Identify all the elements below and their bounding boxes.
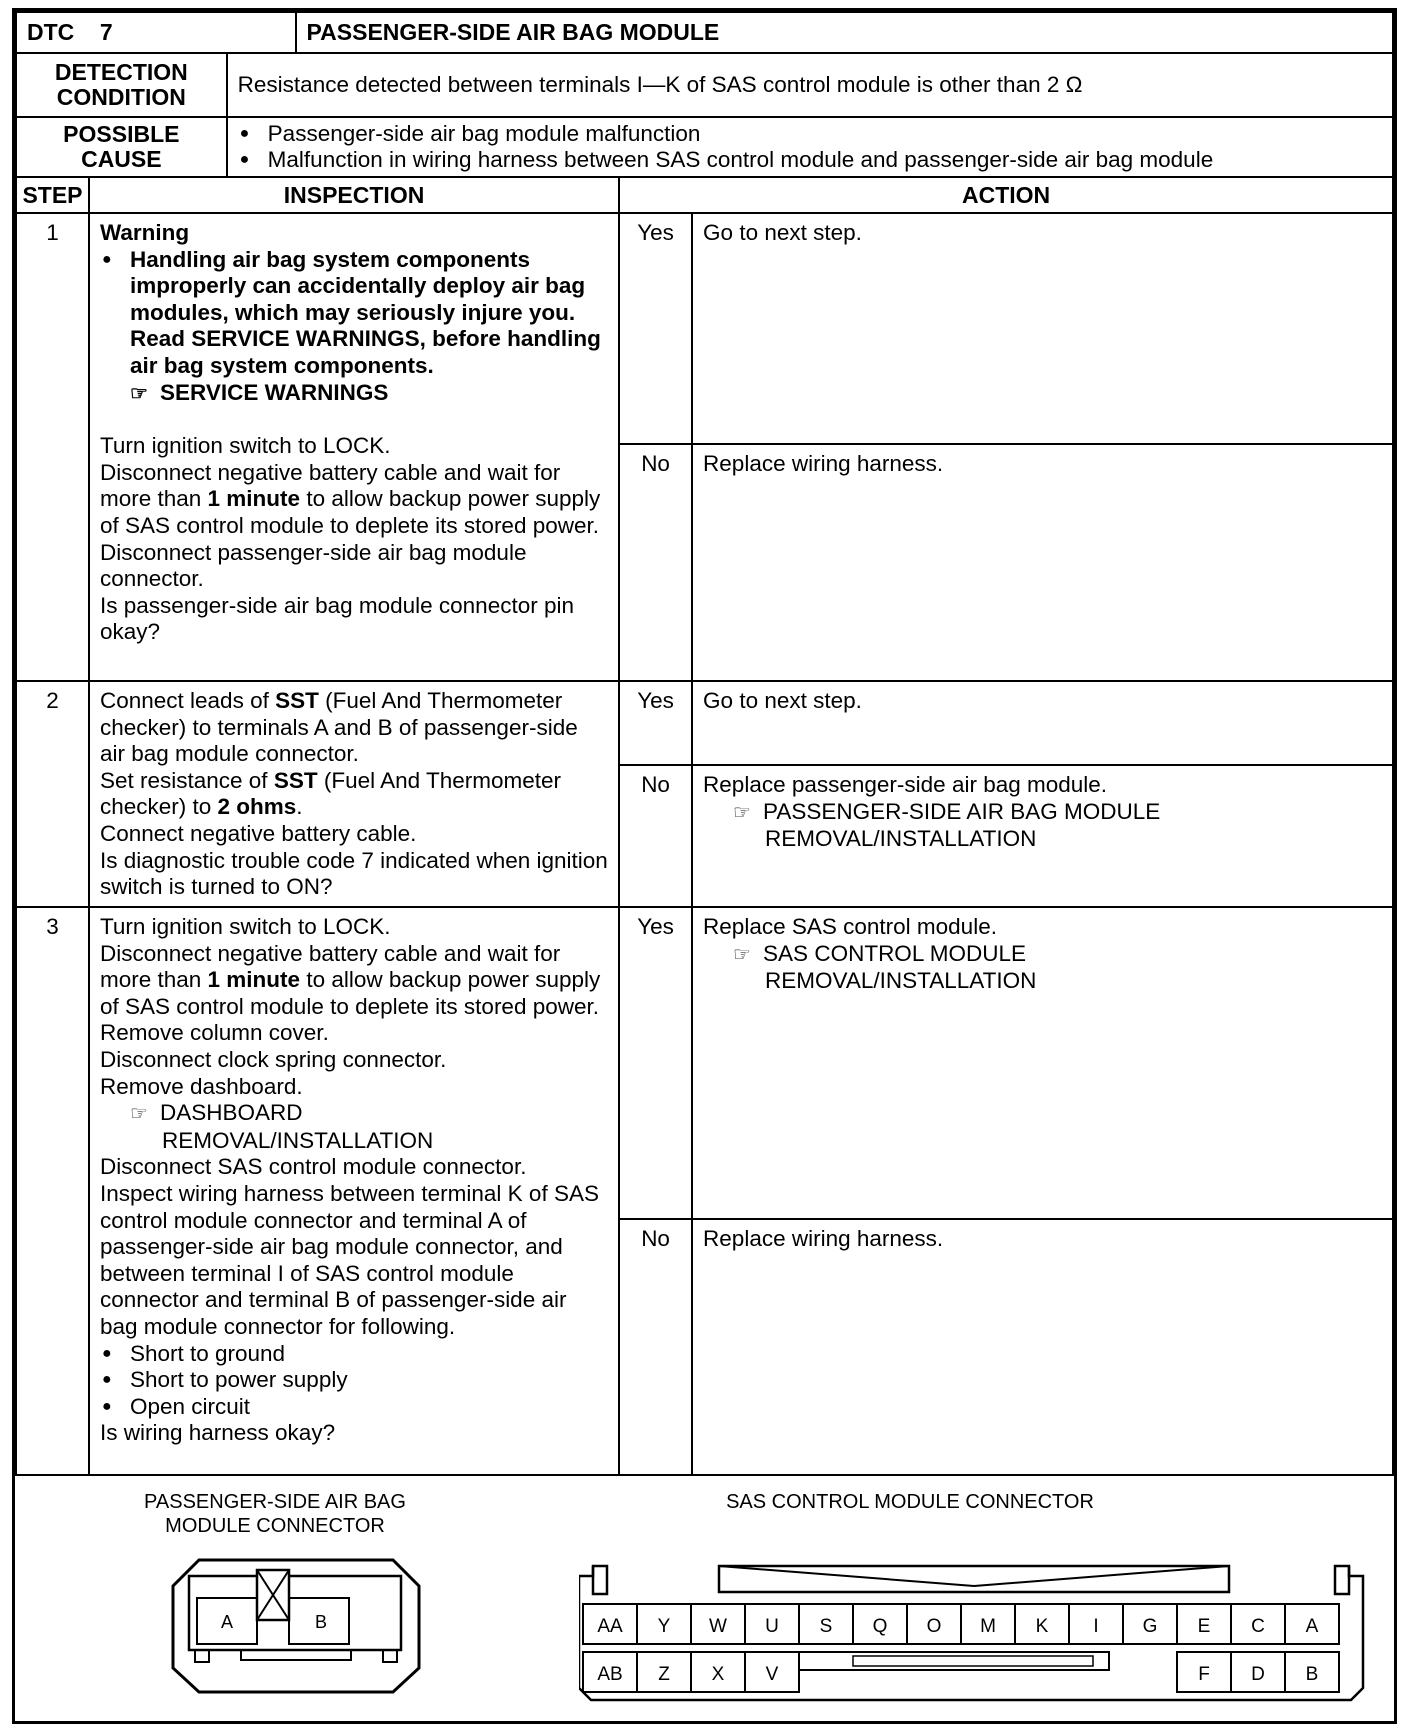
detection-text: Resistance detected between terminals I—K of SAS control module is other than 2 Ω bbox=[227, 53, 1393, 117]
yes-label: Yes bbox=[620, 682, 693, 764]
pin-label: Q bbox=[872, 1616, 888, 1637]
steps-table bbox=[15, 176, 1394, 1476]
pin-label: G bbox=[1142, 1616, 1158, 1637]
step-number: 3 bbox=[16, 907, 89, 1475]
pin-label: V bbox=[765, 1664, 779, 1685]
pin-label: C bbox=[1251, 1616, 1265, 1637]
no-action: Replace wiring harness. bbox=[703, 451, 944, 476]
instruction-ref: REMOVAL/INSTALLATION bbox=[161, 1127, 434, 1153]
no-action: Replace passenger-side air bag module. bbox=[703, 772, 1108, 797]
pin-label: E bbox=[1197, 1616, 1211, 1637]
step-actions bbox=[619, 907, 1393, 1475]
step-row-2 bbox=[16, 681, 1393, 907]
step-row-3 bbox=[16, 907, 1393, 1475]
cause-list-cell bbox=[227, 117, 1393, 177]
yes-action-ref: REMOVAL/INSTALLATION bbox=[765, 968, 1037, 994]
pin-label: B bbox=[1305, 1664, 1319, 1685]
pointer-icon: ☞ bbox=[733, 943, 751, 966]
cause-list bbox=[238, 121, 1382, 173]
question: Is diagnostic trouble code 7 indicated when ignition switch is turned to ON? bbox=[99, 847, 608, 900]
top-pin-row bbox=[583, 1604, 1339, 1644]
yes-action-cell bbox=[693, 908, 1046, 1218]
sas-connector-drawing bbox=[579, 1524, 1369, 1710]
check-item: ● Short to power supply bbox=[100, 1367, 608, 1394]
instruction: Inspect wiring harness between terminal K of SAS control module connector and terminal A of passenger-side air bag module connector, and between terminal I of SAS control module connector and terminal B of passenger-side air bag module connector for following. bbox=[99, 1180, 599, 1339]
pin-label: A bbox=[220, 1612, 234, 1632]
question: Is wiring harness okay? bbox=[99, 1420, 336, 1446]
check-item: ● Open circuit bbox=[100, 1394, 608, 1421]
dtc-cell bbox=[16, 12, 296, 53]
dtc-number: 7 bbox=[99, 19, 113, 45]
instruction: Disconnect SAS control module connector. bbox=[99, 1154, 527, 1180]
instruction: Set resistance of SST (Fuel And Thermometer checker) to 2 ohms. bbox=[99, 767, 562, 820]
pin-label: AB bbox=[597, 1664, 623, 1685]
col-inspection: INSPECTION bbox=[89, 177, 619, 213]
pointer-icon: ☞ bbox=[733, 801, 751, 824]
right-connector-title: SAS CONTROL MODULE CONNECTOR bbox=[726, 1491, 1094, 1513]
dtc-label: DTC bbox=[27, 19, 75, 45]
step-number: 1 bbox=[16, 213, 89, 681]
pin-label: AA bbox=[597, 1616, 623, 1637]
yes-label: Yes bbox=[620, 214, 693, 443]
no-label: No bbox=[620, 766, 693, 906]
pin-label: X bbox=[711, 1664, 725, 1685]
step-number: 2 bbox=[16, 681, 89, 907]
check-item: ● Short to ground bbox=[100, 1341, 608, 1368]
instruction: Remove column cover. bbox=[99, 1020, 329, 1046]
no-action-cell bbox=[693, 766, 1170, 906]
yes-row bbox=[620, 908, 1392, 1220]
pointer-icon: ☞ bbox=[129, 1103, 148, 1126]
no-row bbox=[620, 766, 1392, 906]
pin-label: A bbox=[1305, 1616, 1319, 1637]
pin-label: O bbox=[926, 1616, 942, 1637]
warning-list bbox=[100, 247, 608, 380]
step-actions bbox=[619, 681, 1393, 907]
step-inspection bbox=[89, 213, 619, 681]
connector-diagrams bbox=[15, 1476, 1394, 1712]
yes-row bbox=[620, 214, 1392, 445]
no-action-ref: ☞ PASSENGER-SIDE AIR BAG MODULE bbox=[703, 799, 1160, 827]
pin-label: K bbox=[1035, 1616, 1049, 1637]
yes-row bbox=[620, 682, 1392, 766]
pin-label: U bbox=[765, 1616, 779, 1637]
instruction: Disconnect negative battery cable and wait for more than 1 minute to allow backup power supply of SAS control module to deplete its stored power. bbox=[99, 459, 601, 538]
step-inspection bbox=[89, 907, 619, 1475]
detection-label: DETECTION CONDITION bbox=[16, 53, 227, 117]
warning-text: ● Handling air bag system components improperly can accidentally deploy air bag modules, which may seriously injure you. Read SERVICE WARNINGS, before handling air bag system components. bbox=[100, 247, 608, 380]
yes-action: Go to next step. bbox=[703, 220, 862, 245]
instruction: Turn ignition switch to LOCK. bbox=[99, 433, 391, 459]
left-connector-title: PASSENGER-SIDE AIR BAG MODULE CONNECTOR bbox=[144, 1491, 406, 1537]
instruction: Connect negative battery cable. bbox=[99, 820, 417, 846]
warning-ref bbox=[100, 380, 608, 408]
pin-label: Y bbox=[657, 1616, 671, 1637]
check-list bbox=[100, 1341, 608, 1421]
pin-label: S bbox=[819, 1616, 833, 1637]
col-step: STEP bbox=[16, 177, 89, 213]
yes-action: Go to next step. bbox=[703, 688, 862, 713]
instruction: Connect leads of SST (Fuel And Thermometer checker) to terminals A and B of passenger-side air bag module connector. bbox=[99, 688, 578, 767]
pin-label: M bbox=[980, 1616, 996, 1637]
pin-label: D bbox=[1251, 1664, 1265, 1685]
cause-item: ● Passenger-side air bag module malfunction bbox=[238, 121, 1382, 147]
instruction-ref: ☞ DASHBOARD bbox=[100, 1100, 608, 1128]
instruction: Remove dashboard. bbox=[99, 1073, 303, 1099]
instruction: Disconnect negative battery cable and wait for more than 1 minute to allow backup power supply of SAS control module to deplete its stored power. bbox=[99, 940, 601, 1019]
step-actions bbox=[619, 213, 1393, 681]
pin-label: W bbox=[709, 1616, 727, 1637]
pointer-icon: ☞ bbox=[129, 382, 148, 405]
step-inspection bbox=[89, 681, 619, 907]
instruction: Disconnect passenger-side air bag module connector. bbox=[99, 539, 527, 592]
yes-action: Replace SAS control module. bbox=[703, 914, 997, 939]
no-row bbox=[620, 1220, 1392, 1474]
bottom-pin-row bbox=[583, 1652, 1339, 1692]
instruction: Disconnect clock spring connector. bbox=[99, 1046, 447, 1072]
step-row-1 bbox=[16, 213, 1393, 681]
page-title: PASSENGER-SIDE AIR BAG MODULE bbox=[296, 12, 1393, 53]
no-row bbox=[620, 445, 1392, 680]
pin-label: B bbox=[314, 1612, 328, 1632]
no-label: No bbox=[620, 445, 693, 680]
no-action-ref: REMOVAL/INSTALLATION bbox=[765, 826, 1037, 852]
cause-label: POSSIBLE CAUSE bbox=[16, 117, 227, 177]
no-label: No bbox=[620, 1220, 693, 1474]
pin-label: F bbox=[1198, 1664, 1210, 1685]
yes-label: Yes bbox=[620, 908, 693, 1218]
airbag-connector-drawing bbox=[171, 1558, 423, 1694]
yes-action-ref: ☞ SAS CONTROL MODULE bbox=[703, 941, 1036, 969]
instruction: Turn ignition switch to LOCK. bbox=[99, 914, 391, 939]
question: Is passenger-side air bag module connector pin okay? bbox=[99, 592, 574, 645]
pin-label: I bbox=[1093, 1616, 1099, 1637]
no-action: Replace wiring harness. bbox=[703, 1226, 944, 1251]
pin-label: Z bbox=[658, 1664, 670, 1685]
col-action: ACTION bbox=[619, 177, 1393, 213]
header-table bbox=[15, 11, 1394, 54]
warning-ref-label: SERVICE WARNINGS bbox=[159, 379, 389, 405]
cause-item: ● Malfunction in wiring harness between SAS control module and passenger-side air bag module bbox=[238, 147, 1382, 173]
condition-table bbox=[15, 52, 1394, 178]
warning-title: Warning bbox=[99, 220, 190, 245]
dtc-document bbox=[12, 8, 1397, 1724]
